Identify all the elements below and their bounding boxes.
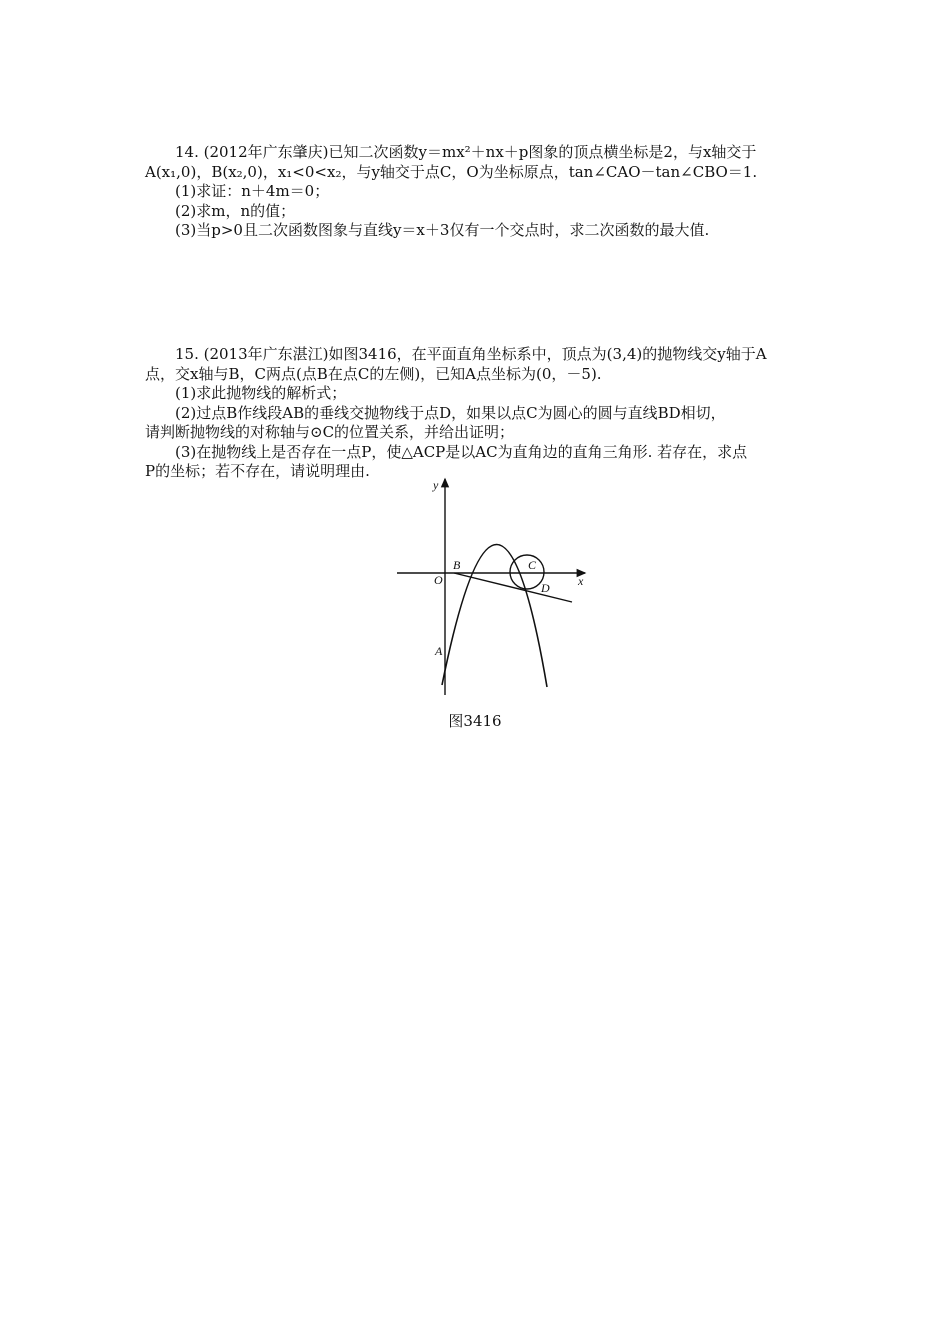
- q14-part-1: (1)求证：n＋4m＝0；: [175, 182, 330, 200]
- q14-line-1: 14. (2012年广东肇庆)已知二次函数y＝mx²＋nx＋p图象的顶点横坐标是2，与x轴交于: [175, 143, 757, 161]
- figure-svg: [392, 475, 592, 695]
- label-a: A: [435, 644, 443, 658]
- circle-c: [510, 555, 544, 589]
- line-bd: [454, 573, 572, 602]
- question-14: [145, 143, 810, 241]
- label-y: y: [433, 478, 439, 492]
- q14-part-3: (3)当p>0且二次函数图象与直线y＝x＋3仅有一个交点时，求二次函数的最大值.: [175, 221, 710, 239]
- figure-parabola: [392, 475, 592, 695]
- label-o: O: [434, 573, 443, 587]
- q15-part-1: (1)求此抛物线的解析式；: [175, 384, 347, 402]
- label-x: x: [578, 574, 584, 588]
- label-d: D: [541, 581, 550, 595]
- figure-caption: 图3416: [448, 712, 502, 730]
- q14-line-2: A(x₁,0)，B(x₂,0)，x₁<0<x₂，与y轴交于点C，O为坐标原点，tan∠CAO－tan∠CBO＝1.: [145, 162, 758, 181]
- question-15: [145, 345, 810, 482]
- q15-line-2: 点，交x轴与B，C两点(点B在点C的左侧)，已知A点坐标为(0，－5).: [145, 364, 602, 383]
- label-b: B: [453, 558, 461, 572]
- q15-part-2: (2)过点B作线段AB的垂线交抛物线于点D，如果以点C为圆心的圆与直线BD相切，: [175, 403, 726, 422]
- q15-part-2-cont: 请判断抛物线的对称轴与⊙C的位置关系，并给出证明；: [145, 423, 515, 441]
- q15-part-3-cont: P的坐标；若不存在，请说明理由.: [145, 462, 370, 480]
- q14-part-2: (2)求m，n的值；: [175, 201, 296, 220]
- q15-line-1: 15. (2013年广东湛江)如图3416，在平面直角坐标系中，顶点为(3,4)的抛物线交y轴于A: [175, 345, 767, 363]
- label-c: C: [528, 558, 537, 572]
- q15-part-3: (3)在抛物线上是否存在一点P，使△ACP是以AC为直角边的直角三角形. 若存在，求点: [175, 442, 748, 461]
